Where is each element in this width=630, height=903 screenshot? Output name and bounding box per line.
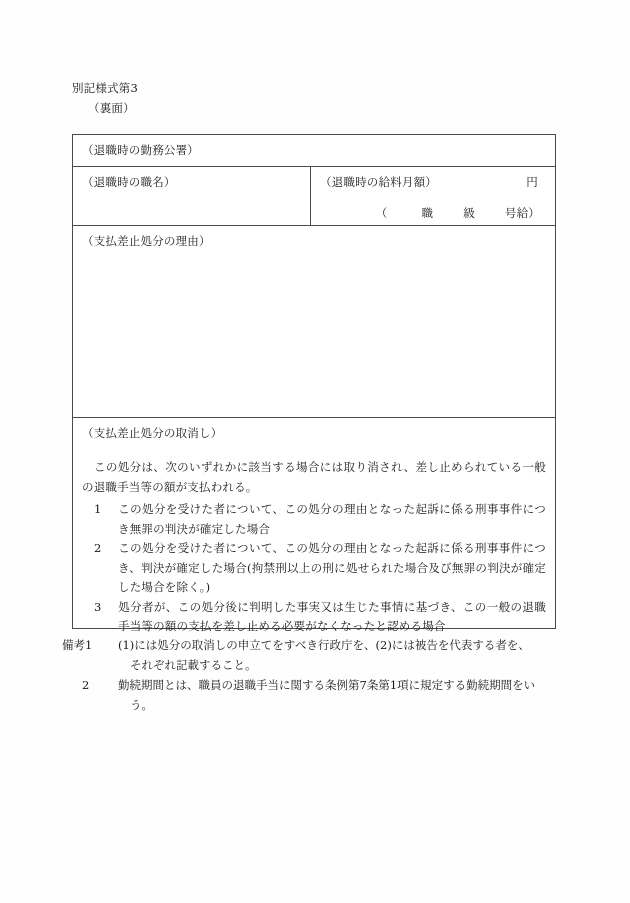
grade-paren-open: （ (375, 206, 388, 220)
document-header (72, 78, 372, 118)
office-label: （退職時の勤務公署） (82, 143, 199, 157)
cancellation-lead-body: この処分は、次のいずれかに該当する場合には取り消され、差し止められている一般の退職手当等の額が支払われる。 (82, 460, 546, 494)
form-number: 別記様式第3 (72, 81, 139, 95)
remark-entry (62, 676, 562, 715)
remark-text-continuation: う。 (130, 697, 153, 712)
remark-text (118, 676, 562, 715)
list-item-text: この処分を受けた者について、この処分の理由となった起訴に係る刑事事件につき、判決が確定した場合(拘禁刑以上の刑に処せられた場合及び無罪の判決が確定した場合を除く。) (118, 541, 546, 594)
reason-entry-area[interactable] (73, 226, 555, 417)
page-side-label: （裏面） (88, 101, 135, 115)
form-table (72, 134, 556, 633)
remark-label: 2 (82, 678, 90, 692)
reason-label: （支払差止処分の理由） (82, 234, 211, 248)
remark-text-continuation: それぞれ記載すること。 (130, 657, 257, 672)
grade-gokyu-label: 号給） (504, 206, 540, 220)
salary-cell (311, 167, 555, 225)
remark-label: 備考1 (62, 638, 93, 652)
table-row-reason (73, 226, 555, 418)
list-item-number: 1 (94, 502, 102, 516)
grade-shoku-label: 職 (421, 206, 434, 220)
cancellation-lead-text (82, 458, 546, 497)
remark-text-main: (1)には処分の取消しの申立てをすべき行政庁を、(2)には被告を代表する者を、 (118, 638, 530, 652)
list-item-text: 処分者が、この処分後に判明した事実又は生じた事情に基づき、この一般の退職手当等の額の支払を差し止める必要がなくなったと認める場合 (118, 599, 546, 633)
cancellation-conditions-list (82, 500, 546, 637)
salary-amount-line (320, 173, 546, 192)
list-item-number: 2 (94, 541, 102, 555)
remark-entry (62, 636, 562, 675)
remark-text (118, 636, 562, 675)
list-item-text: この処分を受けた者について、この処分の理由となった起訴に係る刑事事件につき無罪の判決が確定した場合 (118, 502, 546, 536)
list-item (94, 539, 546, 598)
post-name-label: （退職時の職名） (82, 175, 176, 189)
remark-text-main: 勤続期間とは、職員の退職手当に関する条例第7条第1項に規定する勤続期間をい (118, 678, 536, 692)
table-row-office (73, 135, 555, 167)
list-item (94, 598, 546, 637)
table-row-post (73, 167, 555, 226)
salary-grade-line (320, 204, 546, 223)
list-item-number: 3 (94, 599, 102, 614)
table-row-cancellation (73, 418, 555, 633)
currency-unit: 円 (526, 175, 538, 189)
list-item (94, 500, 546, 539)
salary-label: （退職時の給料月額） (320, 175, 437, 189)
post-name-cell (73, 167, 311, 225)
cancellation-cell (73, 418, 555, 633)
remarks-section (62, 636, 562, 716)
cancellation-label: （支払差止処分の取消し） (82, 426, 223, 440)
grade-kyu-label: 級 (463, 206, 475, 220)
